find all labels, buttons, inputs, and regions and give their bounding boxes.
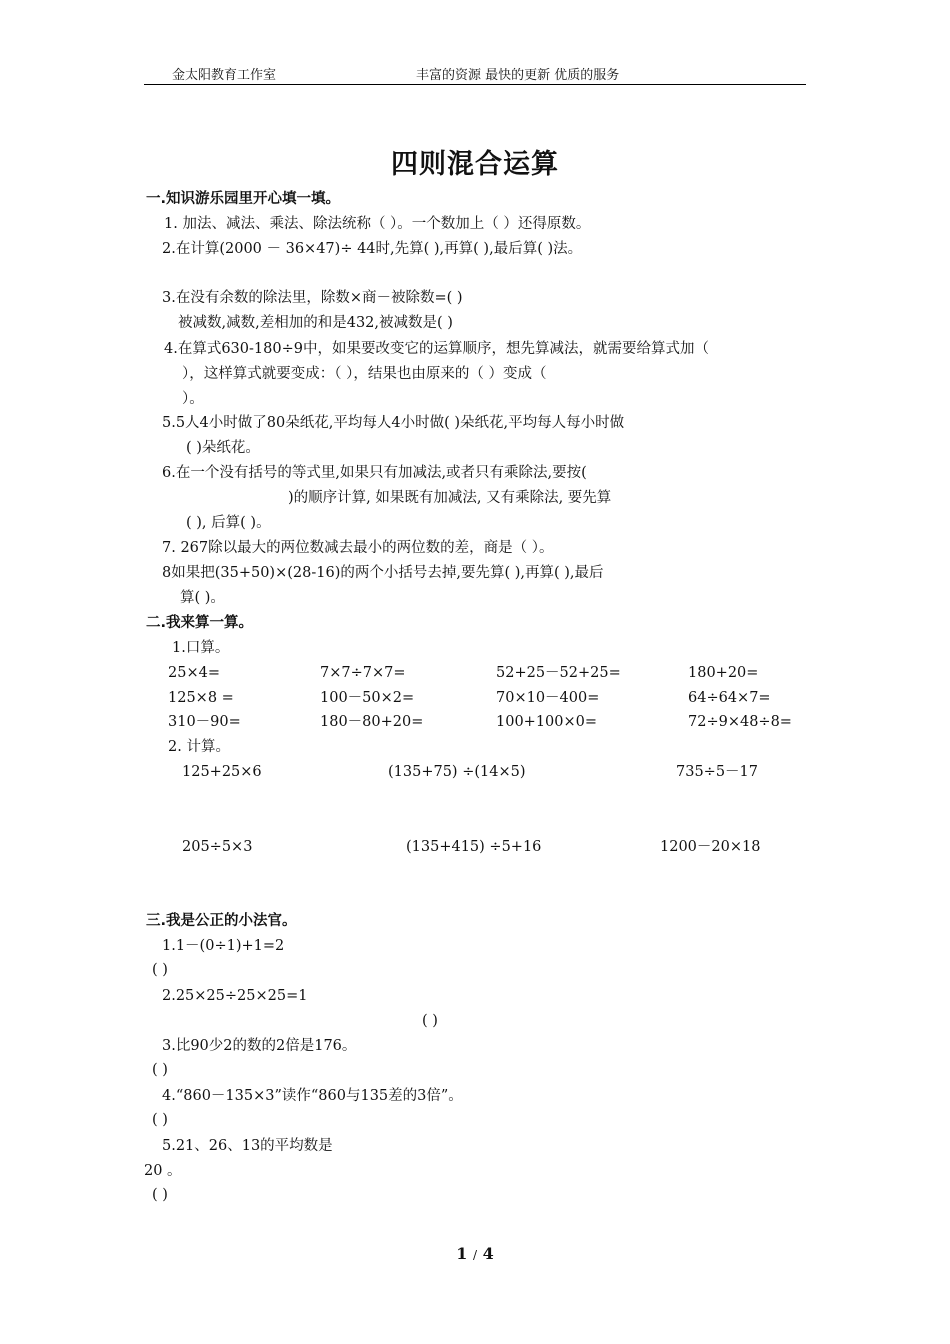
oral-item: 7×7÷7×7= [320, 665, 406, 681]
s3-q1-answer: ( ) [152, 962, 168, 978]
s3-q4-answer: ( ) [152, 1112, 168, 1128]
section3-heading: 三.我是公正的小法官。 [146, 913, 297, 929]
calc-item: 205÷5×3 [182, 839, 253, 855]
s1-q6b: )的顺序计算, 如果既有加减法, 又有乘除法, 要先算 [288, 490, 612, 506]
calc-item: (135+75) ÷(14×5) [388, 764, 526, 780]
s3-q2: 2.25×25÷25×25=1 [162, 988, 308, 1004]
s1-q2: 2.在计算(2000 － 36×47)÷ 44时,先算( ),再算( ),最后算( )法。 [162, 241, 583, 257]
s3-q5: 5.21、26、13的平均数是 [162, 1138, 333, 1154]
page-number [0, 1244, 950, 1263]
s1-q3b: 被减数,减数,差相加的和是432,被减数是( ) [178, 315, 453, 331]
s1-q4: 4.在算式630-180÷9中，如果要改变它的运算顺序，想先算减法，就需要给算式加（ [164, 341, 709, 357]
oral-item: 180+20= [688, 665, 759, 681]
s3-q2-answer: ( ) [422, 1013, 438, 1029]
oral-item: 100－50×2= [320, 690, 415, 706]
oral-item: 25×4= [168, 665, 220, 681]
section1-heading: 一.知识游乐园里开心填一填。 [146, 191, 341, 207]
oral-item: 310－90= [168, 714, 241, 730]
s1-q4c: ）。 [182, 391, 204, 407]
header-divider [144, 84, 806, 85]
s1-q3: 3.在没有余数的除法里，除数×商－被除数=( ) [162, 290, 463, 306]
header-slogan: 丰富的资源 最快的更新 优质的服务 [416, 68, 620, 83]
page-title: 四则混合运算 [391, 149, 559, 180]
s1-q8b: 算( )。 [180, 590, 225, 606]
calc-item: 125+25×6 [182, 764, 262, 780]
oral-item: 125×8 = [168, 690, 234, 706]
oral-item: 100+100×0= [496, 714, 598, 730]
s3-q5-answer: ( ) [152, 1187, 168, 1203]
s3-q5b: 20 。 [144, 1163, 182, 1179]
oral-item: 72÷9×48÷8= [688, 714, 792, 730]
oral-item: 180－80+20= [320, 714, 424, 730]
section2-heading: 二.我来算一算。 [146, 615, 254, 631]
s2-sub2: 2. 计算。 [168, 739, 230, 755]
s1-q7: 7. 267除以最大的两位数减去最小的两位数的差，商是（ ）。 [162, 540, 554, 556]
oral-item: 52+25－52+25= [496, 665, 621, 681]
calc-item: 735÷5－17 [676, 764, 759, 780]
page-current: 1 [456, 1244, 468, 1263]
s1-q8: 8如果把(35+50)×(28-16)的两个小括号去掉,要先算( ),再算( ),最后 [162, 565, 604, 581]
calc-item: (135+415) ÷5+16 [406, 839, 542, 855]
s1-q5b: ( )朵纸花。 [186, 440, 260, 456]
s2-sub1: 1.口算。 [172, 640, 230, 656]
s3-q4: 4.“860－135×3”读作“860与135差的3倍”。 [162, 1088, 463, 1104]
calc-item: 1200－20×18 [660, 839, 761, 855]
s1-q6: 6.在一个没有括号的等式里,如果只有加减法,或者只有乘除法,要按( [162, 465, 587, 481]
s1-q5: 5.5人4小时做了80朵纸花,平均每人4小时做( )朵纸花,平均每人每小时做 [162, 415, 625, 431]
s1-q1: 1. 加法、减法、乘法、除法统称（ ）。一个数加上（ ）还得原数。 [164, 216, 591, 232]
page-total: 4 [482, 1244, 494, 1263]
s1-q4b: ），这样算式就要变成：（ ），结果也由原来的（ ）变成（ [182, 366, 547, 382]
s3-q3: 3.比90少2的数的2倍是176。 [162, 1038, 357, 1054]
s3-q1: 1.1－(0÷1)+1=2 [162, 938, 285, 954]
s1-q6c: ( ), 后算( )。 [186, 515, 271, 531]
s3-q3-answer: ( ) [152, 1062, 168, 1078]
page-separator: / [472, 1248, 478, 1262]
oral-item: 64÷64×7= [688, 690, 771, 706]
oral-item: 70×10－400= [496, 690, 600, 706]
header-studio: 金太阳教育工作室 [172, 68, 277, 83]
